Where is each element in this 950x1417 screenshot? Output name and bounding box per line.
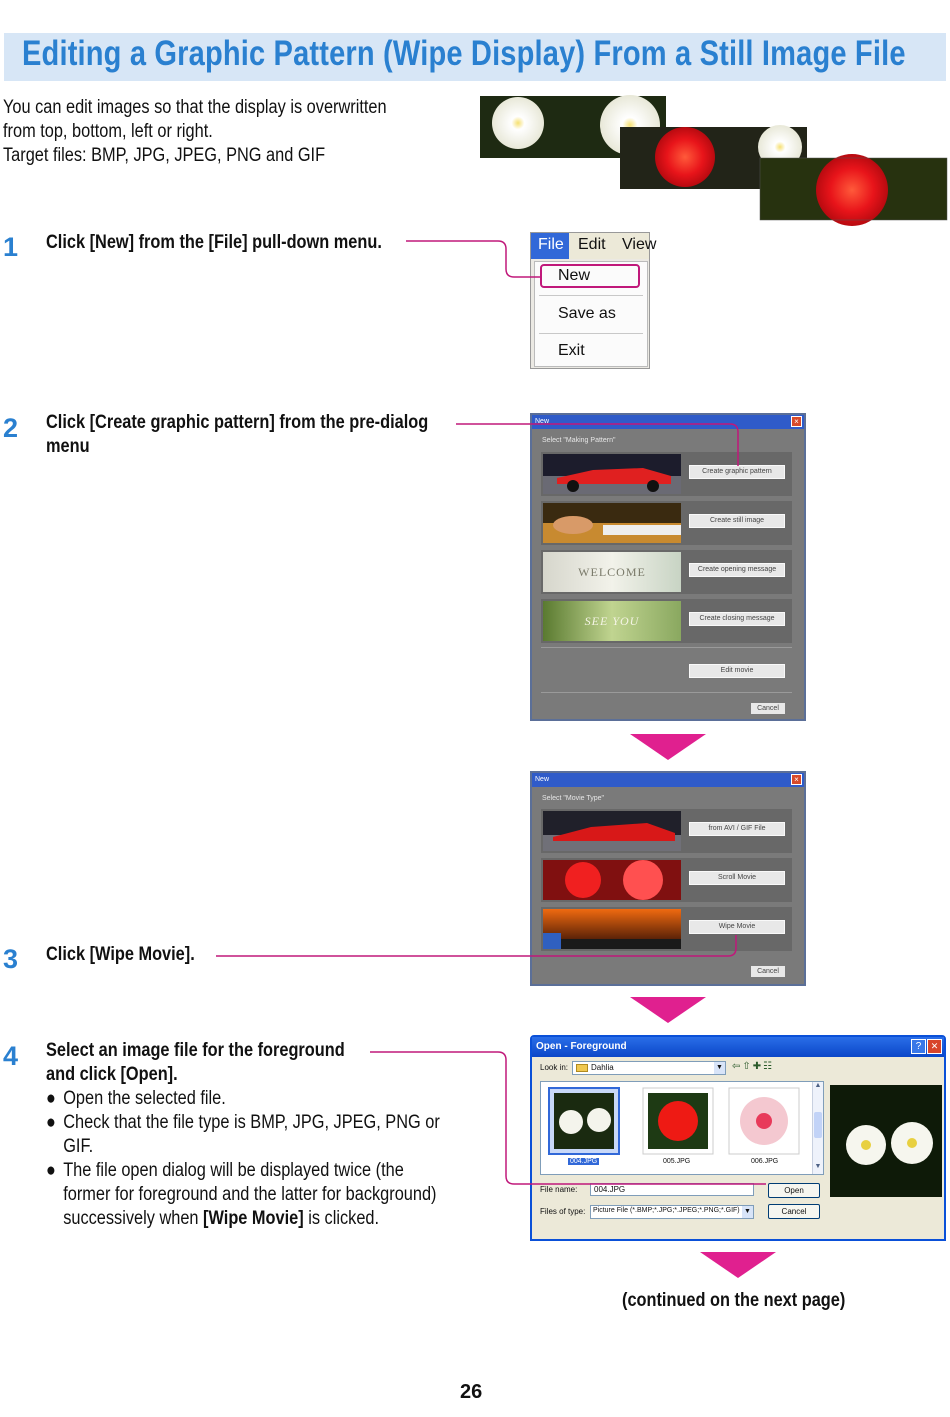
- new-folder-icon[interactable]: ✚: [752, 1061, 764, 1072]
- file-type-select[interactable]: [590, 1205, 754, 1219]
- bullet-text: Check that the file type is BMP, JPG, JPEG, PNG or: [63, 1112, 440, 1133]
- option-row: [541, 452, 792, 496]
- file-thumbnail-006[interactable]: [729, 1088, 799, 1154]
- menu-edit[interactable]: Edit: [578, 236, 606, 253]
- red-flower-thumbnail: [543, 860, 681, 900]
- file-type-value: Picture File (*.BMP;*.JPG;*.JPEG;*.PNG;*.GIF): [593, 1207, 740, 1214]
- bullet-dot: ●: [46, 1160, 56, 1181]
- down-arrow: [630, 734, 706, 760]
- file-name-input[interactable]: 004.JPG: [590, 1183, 754, 1196]
- scrollbar[interactable]: [812, 1082, 823, 1174]
- preview-image: [830, 1085, 942, 1197]
- step-1-text: [46, 231, 382, 255]
- step-number: 2: [3, 413, 19, 443]
- file-list: [540, 1081, 824, 1175]
- sunset-thumbnail: [543, 909, 681, 949]
- step-number: 4: [3, 1041, 19, 1071]
- step-3-text: [46, 943, 195, 967]
- wipe-example-illustration: [480, 95, 948, 221]
- cancel-button[interactable]: Cancel: [751, 966, 785, 977]
- dialog-title: Open - Foreground: [536, 1041, 627, 1052]
- file-menu-screenshot: [530, 232, 657, 369]
- menu-item-new[interactable]: New: [558, 267, 591, 284]
- intro-line: You can edit images so that the display is overwritten: [3, 97, 387, 118]
- new-dialog-making-pattern: [530, 413, 806, 721]
- dialog-title: New: [535, 776, 550, 783]
- chevron-down-icon: ▼: [714, 1062, 725, 1074]
- look-in-select[interactable]: [572, 1061, 726, 1075]
- down-arrow: [700, 1252, 776, 1278]
- bullet-continuation: [46, 1207, 440, 1231]
- bullet-continuation: former for foreground and the latter for background): [63, 1184, 437, 1205]
- continued-note: (continued on the next page): [622, 1290, 846, 1311]
- down-arrow: [630, 997, 706, 1023]
- option-row: [541, 501, 792, 545]
- option-row: [541, 858, 792, 902]
- look-in-label: Look in:: [540, 1063, 569, 1072]
- page-title: Editing a Graphic Pattern (Wipe Display) From a Still Image File: [22, 34, 906, 73]
- bullet-item: [46, 1087, 440, 1111]
- close-icon[interactable]: ×: [791, 416, 802, 427]
- welcome-thumbnail: [543, 552, 681, 592]
- close-icon[interactable]: ✕: [927, 1039, 942, 1054]
- bullet-item: [46, 1111, 440, 1135]
- intro-line: Target files: BMP, JPG, JPEG, PNG and GIF: [3, 145, 326, 166]
- dialog-divider: [541, 647, 792, 648]
- chevron-down-icon[interactable]: ▼: [814, 1163, 822, 1170]
- welcome-text: WELCOME: [578, 565, 646, 579]
- option-row: [541, 907, 792, 951]
- step-line: Click [Create graphic pattern] from the pre-dialog: [46, 412, 429, 433]
- leader-step-1: [406, 241, 541, 277]
- bullet-dot: ●: [46, 1112, 56, 1133]
- step-line: Click [New] from the [File] pull-down menu.: [46, 232, 382, 253]
- open-button[interactable]: Open: [768, 1183, 820, 1198]
- piano-hands-thumbnail: [543, 503, 681, 543]
- bullet-dot: ●: [46, 1088, 56, 1109]
- open-foreground-dialog: [530, 1035, 946, 1241]
- step-number: 3: [3, 944, 19, 974]
- menu-divider: [539, 333, 643, 334]
- intro-text: [3, 96, 387, 168]
- wipe-movie-button[interactable]: Wipe Movie: [689, 920, 785, 934]
- option-row: [541, 809, 792, 853]
- see-you-text: SEE YOU: [584, 614, 640, 628]
- step-line: Click [Wipe Movie].: [46, 944, 195, 965]
- step-2-text: [46, 411, 428, 459]
- dialog-titlebar: [532, 415, 804, 429]
- racing-car-thumbnail: [543, 811, 681, 851]
- option-row: [541, 550, 792, 594]
- toolbar-icons: [732, 1061, 774, 1072]
- create-graphic-pattern-button[interactable]: Create graphic pattern: [689, 465, 785, 479]
- file-type-label: Files of type:: [540, 1207, 586, 1216]
- bullet-text: Open the selected file.: [63, 1088, 226, 1109]
- bullet-text: The file open dialog will be displayed twice (the: [63, 1160, 404, 1181]
- bullet-continuation: GIF.: [63, 1136, 94, 1157]
- preview-pane: [830, 1085, 942, 1197]
- help-icon[interactable]: ?: [911, 1039, 926, 1054]
- view-menu-icon[interactable]: ☷: [763, 1061, 775, 1072]
- menu-item-save-as[interactable]: Save as: [558, 305, 616, 322]
- up-folder-icon[interactable]: ⇧: [742, 1061, 753, 1072]
- close-icon[interactable]: ×: [791, 774, 802, 785]
- menu-view[interactable]: View: [622, 236, 657, 253]
- cancel-button[interactable]: Cancel: [751, 703, 785, 714]
- menu-divider: [539, 295, 643, 296]
- step-4-text: [46, 1039, 345, 1087]
- intro-line: from top, bottom, left or right.: [3, 121, 213, 142]
- look-in-value: Dahlia: [591, 1063, 614, 1072]
- back-icon[interactable]: ⇦: [732, 1061, 743, 1072]
- create-opening-message-button[interactable]: Create opening message: [689, 563, 785, 577]
- dialog-titlebar: [532, 1037, 944, 1057]
- scrollbar-thumb[interactable]: [814, 1112, 822, 1138]
- dialog-title: New: [535, 418, 550, 425]
- bullet-text: is clicked.: [303, 1208, 380, 1229]
- bullet-item: [46, 1159, 440, 1183]
- step-line: Select an image file for the foreground: [46, 1040, 345, 1061]
- file-label-006[interactable]: 006.JPG: [751, 1158, 779, 1165]
- dialog-subtitle: Select "Making Pattern": [542, 437, 616, 444]
- file-thumbnail-004[interactable]: [549, 1088, 619, 1154]
- see-you-thumbnail: [543, 601, 681, 641]
- chevron-up-icon[interactable]: ▲: [814, 1082, 822, 1089]
- dialog-divider: [541, 692, 792, 693]
- edit-movie-button[interactable]: Edit movie: [689, 664, 785, 678]
- dialog-subtitle: Select "Movie Type": [542, 795, 605, 802]
- dialog-titlebar: [532, 773, 804, 787]
- scroll-movie-button[interactable]: Scroll Movie: [689, 871, 785, 885]
- cancel-button[interactable]: Cancel: [768, 1204, 820, 1219]
- step-line: menu: [46, 436, 90, 457]
- bullet-text: successively when: [63, 1208, 204, 1229]
- racing-car-thumbnail: [543, 454, 681, 494]
- new-dialog-movie-type: [530, 771, 806, 986]
- page-number: 26: [460, 1381, 483, 1403]
- file-name-label: File name:: [540, 1185, 578, 1194]
- menu-item-exit[interactable]: Exit: [558, 342, 585, 359]
- bullet-bold-text: [Wipe Movie]: [203, 1208, 304, 1229]
- file-label-005[interactable]: 005.JPG: [663, 1158, 691, 1165]
- from-avi-gif-file-button[interactable]: from AVI / GIF File: [689, 822, 785, 836]
- step-number: 1: [3, 232, 19, 262]
- chevron-down-icon: ▼: [742, 1206, 753, 1218]
- file-label-004[interactable]: 004.JPG: [570, 1158, 598, 1165]
- step-line: and click [Open].: [46, 1064, 178, 1085]
- step-4-bullets: [46, 1087, 440, 1231]
- create-still-image-button[interactable]: Create still image: [689, 514, 785, 528]
- option-row: [541, 599, 792, 643]
- file-thumbnail-005[interactable]: [643, 1088, 713, 1154]
- create-closing-message-button[interactable]: Create closing message: [689, 612, 785, 626]
- menu-file[interactable]: File: [538, 236, 564, 253]
- folder-icon: [576, 1064, 588, 1072]
